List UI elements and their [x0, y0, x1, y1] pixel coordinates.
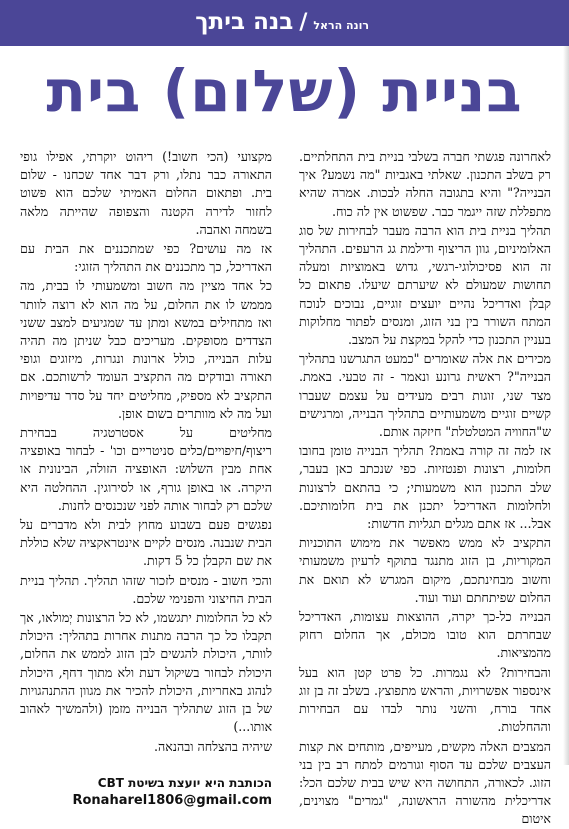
paragraph: והכי חשוב - מנסים לזכור שזהו תהליך. תהליך בניית הבית החיצוני והפנימי שלכם. [20, 572, 272, 606]
author-name: רונה הראל [313, 18, 369, 32]
paragraph: שיהיה בהצלחה ובהנאה. [154, 738, 272, 754]
paragraph: לא כל החלומות יתגשמו, לא כל הרצונות יְמולאו, אך תקבלו כל כך הרבה מתנות אחרות בתהליך: היכולת לוותר, היכולת להגשים לבן הזוג לממש את החלום, היכולת לבחור בשיקול דעת ולא מתוך דחף, היכולת לנהוג באחריות, היכולת להכיר את מגוון ההתנהגויות של בן הזוג שתהליך הבנייה מזמן (ולהמשיך לאהוב אותו...) [20, 610, 272, 735]
paragraph: המצבים האלה מקשים, מעייפים, מותחים את קצות העצבים שלכם עד הסוף וגורמים למתח רב בין בני הזוג. לכאורה, התחושה היא שיש בבית שלכם הכל: אדריכלית מהשורה הראשונה, "גמרים" מצוינים, איטום [299, 738, 551, 827]
paragraph: אז למה זה קורה באמת? תהליך הבנייה טומן בחובו חלומות, רצונות ופנטזיות. כפי שנכתב כאן בעבר, שלב התכנון הוא משמעותי; כי בהתאם לרצונות ולחלומות האדריכל יתכנן את בית חלומותיכם. אבל... אז אתם מגלים תגליות חדשות: [299, 443, 551, 532]
paragraph: התקציב לא ממש מאפשר את מימוש התוכניות המקוריות, בן הזוג מתנגד בתוקף לרעיון משמעותי וחשוב מבחינתכם, מיקום המגרש לא תואם את החלום שפיתחתם ועוד ועוד. [299, 535, 551, 605]
author-byline: הכותבת היא יועצת בשיטת CBT [97, 775, 272, 790]
article-column-left [20, 148, 272, 808]
article-headline: בניית (שלום) בית [46, 57, 523, 125]
section-title: בנה ביתך [195, 9, 294, 35]
paragraph: אז מה עושים? כפי שמתכננים את הבית עם האדריכל, כך מתכננים את התהליך הזוגי: [20, 241, 272, 275]
article-column-right [299, 148, 551, 827]
paragraph: כל אחד מציין מה חשוב ומשמעותי לו בבית, מה מממש לו את החלום, על מה הוא לא רוצה לוותר ואז מתחילים במשא ומתן עד שמגיעים למצב ששני הצדדים מסופקים. מעריכים כבל שניתן מה תהיה עלות הבנייה, כולל ארונות ונגרות, מיזוגים וגופי תאורה ובודקים מה התקציב העומד לרשותכם. אם התקציב לא מספיק, מחליטים יחד על סדר עדיפויות ועל מה לא מוותרים בשום אופן. [20, 278, 272, 421]
header-separator: / [299, 9, 308, 35]
page-edge-shadow [563, 46, 569, 765]
header [195, 2, 369, 42]
author-email: Ronaharel1806@gmail.com [72, 792, 272, 808]
paragraph: תהליך בניית בית הוא הרבה מעבר לבחירות של סוג האלומיניום, גוון הריצוף ודילמת גג הרעפים. התהליך זה הוא פסיכולוגי-רגשי, גדוש באמוציות ומעלה תחושות שמעולם לא שיערתם שיעלו. פתאום כל קבלן ואדריכל נהיים יועצים זוגיים, נבוכים לנוכח המתח השורר בין בני הזוג, ומנסים לפתור מחלוקות בעניין התכנון כדי להקל במקצת על המצב. [299, 222, 551, 348]
paragraph: והבחירות? לא נגמרות. כל פרט קטן הוא בעל אינספור אפשרויות, והראש מתפוצץ. בשלב זה בן זוג אחד בורח, והשני נותר לבדו עם הבחירות וההחלטות. [299, 664, 551, 735]
paragraph: מכירים את אלה שאומרים "כמעט התגרשנו בתהליך הבנייה"? ראשית גרונע ונאמר - זה טבעי. באמת. מצד שני, זוגות רבים מעידים על עצמם שעברו קשיים זוגיים משמעותיים בתהליך הבנייה, ומרגישים ש"החוויה המטלטלת" חיזקה אותם. [299, 351, 551, 440]
paragraph: לאחרונה פגשתי חברה בשלבי בניית בית התחלתיים. רק בשלב התכנון. שאלתי באגביות "מה נשמע? איך הבנייה?" והיא בתגובה החלה לבכות. אמרה שהיא מתפללת שזה ייגמר כבר. שפשוט אין לה כוח. [299, 149, 551, 219]
paragraph: מחליטים על אסטרטגיה בבחירת ריצוף/חיפויים/כלים סניטריים וכו' - לבחור באופציה אחת מבין השלוש: האופציה הזולה, הבינונית או היקרה. או באופן גורף, או לסירוגין. ההחלטה היא שלכם רק לבחור אותה לפני שנכנסים לחנות. [20, 425, 272, 513]
paragraph: נפגשים פעם בשבוע מחוץ לבית ולא מדברים על הבית שנבנה. מנסים לקיים אינטראקציה שלא כוללת את שם הקבלן כל 5 דקות. [20, 517, 272, 569]
paragraph: הבנייה כל-כך יקרה, ההוצאות עצומות, האדריכל שבחרתם הוא טובו מכולם, אך החלום רחוק מהמציאות. [299, 609, 551, 661]
paragraph: מקצועי (הכי חשוב!) ריהוט יוקרתי, אפילו גופי התאורה כבר נתלו, ורק דבר אחד שכחנו - שלום בית. ופתאום החלום האמיתי שלכם הוא פשוט לחזור לדירה הקטנה והצפופה שהייתה מלאה בשמחה ואהבה. [20, 149, 272, 237]
